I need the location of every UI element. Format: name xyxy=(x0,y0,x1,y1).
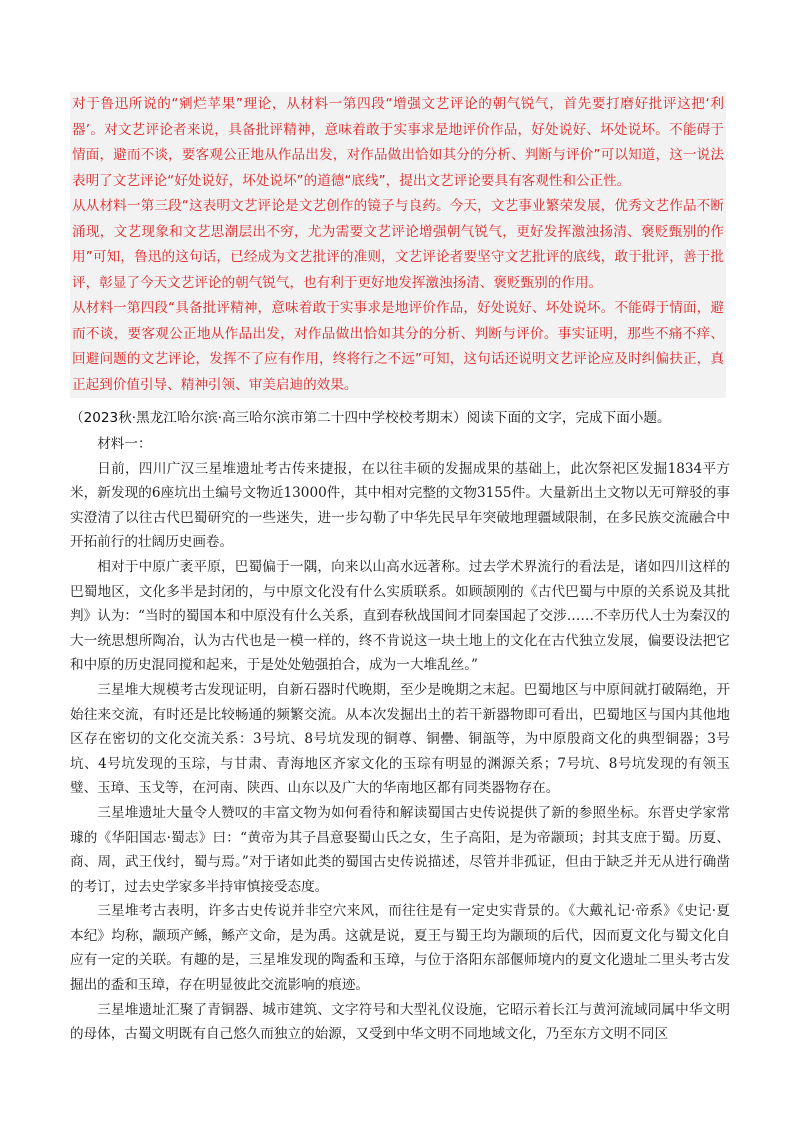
passage-paragraph-6: 三星堆遗址汇聚了青铜器、城市建筑、文字符号和大型礼仪设施，它昭示着长江与黄河流域同属中华文明的母体，古蜀文明既有自己悠久而独立的始源，又受到中华文明不同地域文化，乃至东方文明不同区 xyxy=(70,1001,730,1043)
answer-paragraph-2: 从从材料一第三段“这表明文艺评论是文艺创作的镜子与良药。今天，文艺事业繁荣发展，优秀文艺作品不断涌现，文艺现象和文艺思潮层出不穷，尤为需要文艺评论增强朝气锐气，更好发挥激浊扬清、褒贬甄别的作用”可知，鲁迅的这句话，已经成为文艺批评的准则，文艺评论者要坚守文艺批评的底线，敢于批评，善于批评，彰显了今天文艺评论的朝气锐气，也有利于更好地发挥激浊扬清、褒贬甄别的作用。 xyxy=(72,198,724,291)
passage-paragraph-3: 三星堆大规模考古发现证明，自新石器时代晚期，至少是晚期之末起。巴蜀地区与中原间就打破隔绝，开始往来交流，有时还是比较畅通的频繁交流。从本次发掘出土的若干新器物即可看出，巴蜀地区与国内其他地区存在密切的文化交流关系：3号坑、8号坑发现的铜尊、铜罍、铜瓿等，为中原殷商文化的典型铜器；3号坑、4号坑发现的玉琮，与甘肃、青海地区齐家文化的玉琮有明显的渊源关系；7号坑、8号坑发现的有领玉璧、玉璋、玉戈等，在河南、陕西、山东以及广大的华南地区都有同类器物存在。 xyxy=(70,681,730,797)
passage-paragraph-1: 日前，四川广汉三星堆遗址考古传来捷报，在以往丰硕的发掘成果的基础上，此次祭祀区发掘1834平方米，新发现的6座坑出土编号文物近13000件，其中相对完整的文物3155件。大量新出土文物以无可辩驳的事实澄清了以往古代巴蜀研究的一些迷失，进一步勾勒了中华先民早年突破地理疆域限制，在多民族交流融合中开拓前行的壮阔历史画卷。 xyxy=(70,460,730,551)
answer-explanation xyxy=(70,92,726,398)
passage-paragraph-5: 三星堆考古表明，许多古史传说并非空穴来风，而往往是有一定史实背景的。《大戴礼记·帝系》《史记·夏本纪》均称，颛顼产鲧，鲧产文命，是为禹。这就是说，夏王与蜀王均为颛顼的后代，因而夏文化与蜀文化自应有一定的关联。有趣的是，三星堆发现的陶盉和玉璋，与位于洛阳东部偃师境内的夏文化遗址二里头考古发掘出的盉和玉璋，存在明显彼此交流影响的痕迹。 xyxy=(70,903,730,994)
question-source-line: （2023秋·黑龙江哈尔滨·高三哈尔滨市第二十四中学校校考期末）阅读下面的文字，完成下面小题。 xyxy=(70,410,671,426)
reading-passage xyxy=(70,432,730,1047)
answer-paragraph-3: 从材料一第四段“具备批评精神，意味着敢于实事求是地评价作品，好处说好、坏处说坏。不能碍于情面，避而不谈，要客观公正地从作品出发，对作品做出恰如其分的分析、判断与评价。事实证明，那些不痛不痒、回避问题的文艺评论，发挥不了应有作用，终将行之不远”可知，这句话还说明文艺评论应及时纠偏扶正，真正起到价值引导、精神引领、审美启迪的效果。 xyxy=(72,300,724,393)
answer-paragraph-1: 对于鲁迅所说的“剜烂苹果”理论，从材料一第四段“增强文艺评论的朝气锐气，首先要打磨好批评这把‘利器’。对文艺评论者来说，具备批评精神，意味着敢于实事求是地评价作品，好处说好、坏处说坏。不能碍于情面，避而不谈，要客观公正地从作品出发，对作品做出恰如其分的分析、判断与评价”可以知道，这一说法表明了文艺评论“好处说好，坏处说坏”的道德“底线”，提出文艺评论要具有客观性和公正性。 xyxy=(72,96,724,189)
passage-paragraph-4: 三星堆遗址大量令人赞叹的丰富文物为如何看待和解读蜀国古史传说提供了新的参照坐标。东晋史学家常璩的《华阳国志·蜀志》曰：“黄帝为其子昌意娶蜀山氏之女，生子高阳，是为帝颛顼；封其支庶于蜀。历夏、商、周，武王伐纣，蜀与焉。”对于诸如此类的蜀国古史传说描述，尽管并非孤证，但由于缺乏并无从进行确凿的考订，过去史学家多半持审慎接受态度。 xyxy=(70,804,730,895)
passage-paragraph-2: 相对于中原广袤平原，巴蜀偏于一隅，向来以山高水远著称。过去学术界流行的看法是，诸如四川这样的巴蜀地区，文化多半是封闭的，与中原文化没有什么实质联系。如顾颉刚的《古代巴蜀与中原的关系说及其批判》认为：“当时的蜀国本和中原没有什么关系，直到春秋战国间才同秦国起了交涉……不幸历代人士为秦汉的大一统思想所陶冶，认为古代也是一模一样的，终不肯说这一块土地上的文化在古代独立发展，偏要设法把它和中原的历史混同搅和起来，于是处处勉强拍合，成为一大堆乱丝。” xyxy=(70,558,730,674)
material-heading: 材料一： xyxy=(97,436,152,452)
